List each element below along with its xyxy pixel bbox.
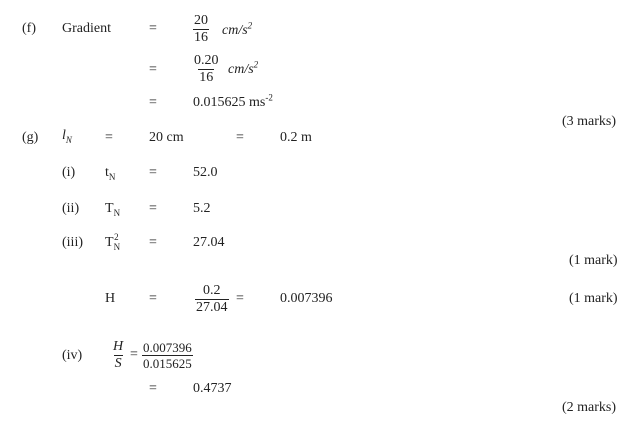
fraction-numerator: H [113, 339, 124, 354]
fraction-numerator: 0.007396 [143, 340, 192, 355]
h-over-s-fraction [112, 340, 124, 371]
item-iii-label: (iii) [62, 235, 83, 250]
item-iv-label: (iv) [62, 348, 83, 363]
part-f-label: (f) [22, 21, 36, 36]
h-value: 0.007396 [280, 291, 333, 306]
l-n-value-m: 0.2 m [280, 130, 312, 145]
gradient-term: Gradient [62, 21, 111, 36]
equals-sign: = [149, 291, 157, 306]
equals-sign: = [236, 291, 244, 306]
equals-sign: = [105, 130, 113, 145]
period-t-n-symbol: $T_N$ [105, 201, 121, 218]
gradient-fraction-1 [193, 14, 209, 45]
item-i-label: (i) [62, 165, 76, 180]
marks-iii: (1 mark) [569, 253, 618, 268]
equals-sign: = [236, 130, 244, 145]
gradient-unit-2: $cm/s^2$ [228, 59, 259, 77]
fraction-denominator: 16 [194, 30, 208, 45]
equals-sign: = [149, 21, 157, 36]
h-fraction [195, 284, 229, 315]
period-squared-symbol: $T_N^2$ [105, 232, 121, 252]
t-n-value: 52.0 [193, 165, 218, 180]
fraction-denominator: 0.015625 [143, 356, 192, 371]
period-t-n-value: 5.2 [193, 201, 211, 216]
fraction-denominator: S [114, 356, 122, 371]
h-symbol: H [105, 291, 116, 306]
t-n-symbol: $t_N$ [105, 165, 116, 182]
equals-sign: = [149, 235, 157, 250]
part-g-label: (g) [22, 130, 39, 145]
iv-result: 0.4737 [193, 381, 232, 396]
fraction-denominator: 27.04 [196, 300, 228, 315]
fraction-denominator: 16 [199, 70, 214, 85]
equals-sign: = [149, 165, 157, 180]
l-n-value-cm: 20 cm [149, 130, 184, 145]
marks-f: (3 marks) [562, 114, 617, 129]
marks-h: (1 mark) [569, 291, 618, 306]
item-ii-label: (ii) [62, 201, 80, 216]
equals-sign: = [149, 62, 157, 77]
equals-sign: = [149, 201, 157, 216]
equals-sign: = [149, 95, 157, 110]
gradient-unit-1: $cm/s^2$ [222, 20, 253, 38]
marks-iv: (2 marks) [562, 400, 617, 415]
fraction-numerator: 0.20 [194, 53, 219, 68]
fraction-numerator: 20 [194, 13, 208, 28]
equals-sign: = [130, 347, 138, 362]
iv-rhs-fraction [142, 341, 193, 370]
gradient-fraction-2 [193, 54, 220, 85]
l-n-symbol: $l_N$ [62, 128, 72, 145]
equals-sign: = [149, 381, 157, 396]
period-squared-value: 27.04 [193, 235, 225, 250]
gradient-value: 0.015625 $ms^{-2}$ [193, 92, 273, 110]
fraction-numerator: 0.2 [203, 283, 221, 298]
